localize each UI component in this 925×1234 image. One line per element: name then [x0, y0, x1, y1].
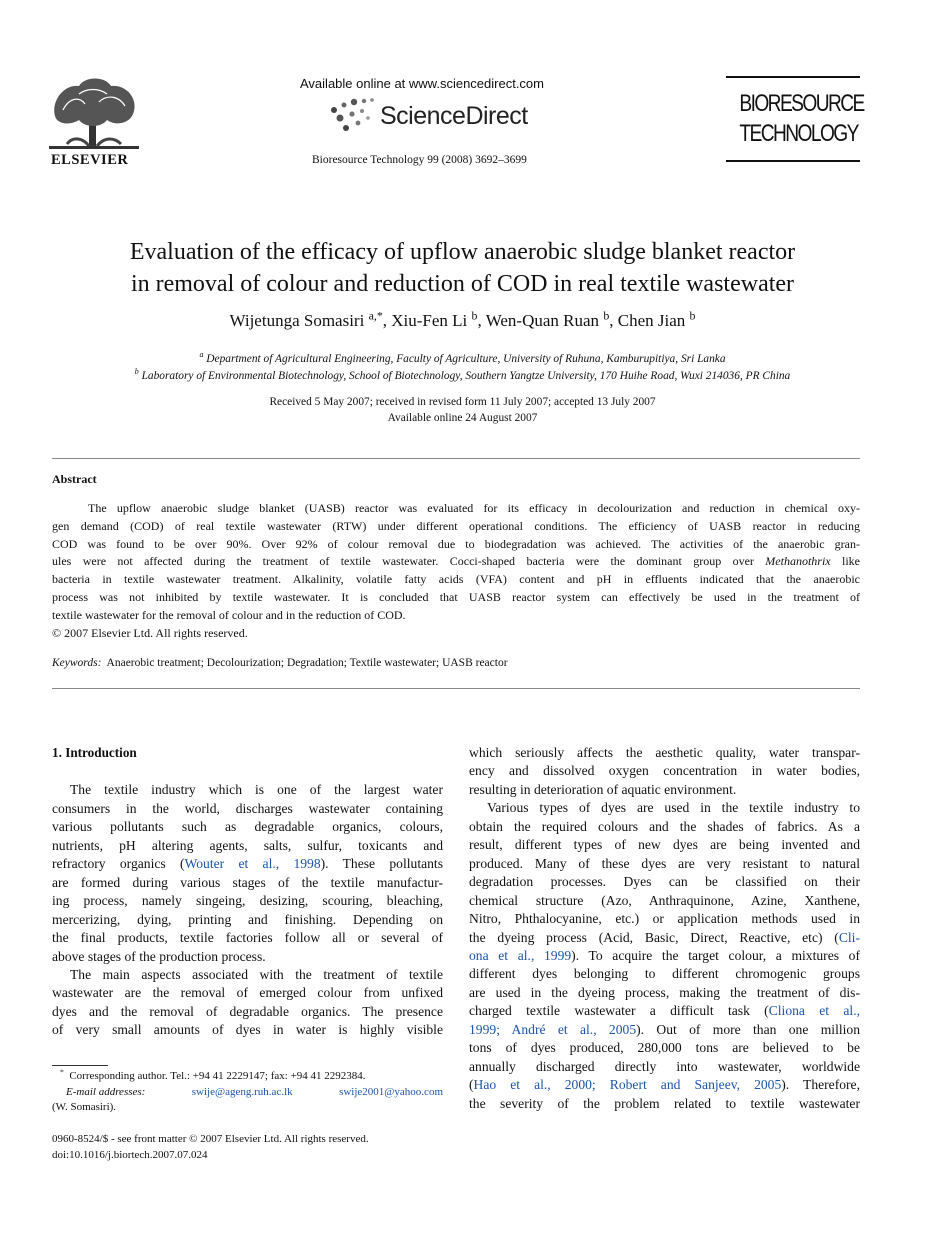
elsevier-logo: [49, 74, 139, 170]
body-line: [469, 1002, 860, 1020]
author-name: Wen-Quan Ruan: [485, 311, 600, 330]
sciencedirect-dots-icon: [326, 96, 378, 136]
abstract-line: COD was found to be over 90%. Over 92% of colour removal due to biodegradation was achieved. The activities of the anaerobic gran-: [52, 536, 860, 551]
body-line: Nitro, Phthalocyanine, etc.) or application methods used in: [469, 911, 860, 927]
abstract-text: like: [830, 554, 860, 569]
author-separator: ,: [477, 311, 486, 330]
body-column-right: [469, 744, 860, 1113]
citation-link[interactable]: Hao et al., 2000; Robert and Sanjeev, 2005: [473, 1077, 782, 1093]
sciencedirect-logo: [326, 96, 541, 140]
article-history: [40, 394, 885, 426]
doi[interactable]: doi:10.1016/j.biortech.2007.07.024: [52, 1149, 208, 1161]
body-line: The textile industry which is one of the largest water: [70, 782, 443, 798]
body-line: annually discharged directly into wastewater, worldwide: [469, 1058, 860, 1074]
body-line: tons of dyes produced, 280,000 tons are believed to be: [469, 1040, 860, 1056]
email-label: E-mail addresses:: [66, 1085, 146, 1098]
citation-link[interactable]: 1999; André et al., 2005: [469, 1021, 637, 1037]
body-line: consumers in the world, discharges wastewater containing: [52, 800, 443, 816]
body-line: [469, 929, 860, 947]
body-line: produced. Many of these dyes are very resistant to natural: [469, 855, 860, 871]
citation-link[interactable]: Cli-: [838, 929, 860, 945]
footnote-corresponding: [52, 1069, 443, 1085]
body-line: degradation processes. Dyes can be classified on their: [469, 874, 860, 890]
journal-logo-line1: BIORESOURCE: [739, 90, 864, 117]
journal-reference: Bioresource Technology 99 (2008) 3692–3699: [312, 154, 527, 166]
body-line: chemical structure (Azo, Anthraquinone, Azine, Xanthene,: [469, 892, 860, 908]
affiliation-text: Laboratory of Environmental Biotechnology, School of Biotechnology, Southern Yangtze University, 170 Huihe Road, Wuxi 214036, PR China: [141, 370, 791, 382]
front-matter: [52, 1131, 443, 1163]
abstract-line: gen demand (COD) of real textile wastewater (RTW) under different operational conditions. The efficiency of UASB reactor in reducing: [52, 518, 860, 533]
abstract-line: process was not inhibited by textile wastewater. It is concluded that UASB reactor system can effectively be used in the treatment of: [52, 589, 860, 604]
body-line: above stages of the production process.: [52, 948, 266, 964]
paper-title: [40, 236, 885, 300]
body-line: are used in the dyeing process, making the treatment of dis-: [469, 984, 860, 1000]
body-line: the severity of the problem related to textile wastewater: [469, 1095, 860, 1111]
body-line: Various types of dyes are used in the textile industry to: [487, 800, 860, 816]
footnote-mark: *: [60, 1067, 64, 1077]
citation-link[interactable]: Cliona et al.,: [768, 1003, 860, 1019]
keywords-list: Anaerobic treatment; Decolourization; Degradation; Textile wastewater; UASB reactor: [106, 657, 508, 669]
body-text: ). Out of more than one million: [636, 1021, 860, 1037]
body-line: ing process, namely singeing, desizing, scouring, bleaching,: [52, 893, 443, 909]
body-line: different dyes belonging to different chromogenic groups: [469, 966, 860, 982]
author-separator: ,: [609, 311, 618, 330]
section-heading: 1. Introduction: [52, 745, 137, 760]
author-list: [40, 308, 885, 331]
affiliation: [40, 368, 885, 385]
elsevier-tree-icon: [49, 74, 139, 152]
affiliation-text: Department of Agricultural Engineering, Faculty of Agriculture, University of Ruhuna, Kamburupitiya, Sri Lanka: [206, 353, 726, 365]
journal-logo: [726, 76, 864, 162]
body-text: charged textile wastewater a difficult task (: [469, 1003, 769, 1019]
email-link[interactable]: swije2001@yahoo.com: [339, 1085, 443, 1098]
abstract-text: ules were not affected during the treatment of textile wastewater. Cocci-shaped bacteria were the dominant group over: [52, 554, 766, 569]
affiliation: [40, 351, 885, 368]
affiliation-mark: b: [134, 367, 139, 377]
body-text: ). Therefore,: [781, 1077, 860, 1093]
author-affiliation-mark: b: [689, 308, 696, 323]
body-line: which seriously affects the aesthetic quality, water transpar-: [469, 745, 860, 760]
journal-logo-rule: [726, 76, 860, 78]
divider: [52, 458, 860, 459]
author-name: Xiu-Fen Li: [391, 311, 468, 330]
sciencedirect-wordmark: ScienceDirect: [380, 102, 528, 130]
author-affiliation-mark: a,*: [368, 308, 383, 323]
footnote: [52, 1069, 443, 1116]
body-line: the final products, textile factories follow all or several of: [52, 930, 443, 946]
footnote-emails: [52, 1085, 443, 1101]
email-link[interactable]: swije@ageng.ruh.ac.lk: [191, 1085, 293, 1098]
available-online-date: Available online 24 August 2007: [387, 412, 538, 424]
body-line: [469, 947, 860, 965]
body-line: [52, 855, 443, 873]
footnote-rule: [52, 1065, 108, 1066]
footnote-author-name: (W. Somasiri).: [52, 1101, 117, 1113]
author-name: Wijetunga Somasiri: [229, 311, 365, 330]
issn-line: 0960-8524/$ - see front matter © 2007 Elsevier Ltd. All rights reserved.: [52, 1133, 369, 1145]
journal-logo-line2: TECHNOLOGY: [739, 120, 858, 147]
affiliation-mark: a: [199, 350, 204, 360]
abstract-line: The upflow anaerobic sludge blanket (UASB) reactor was evaluated for its efficacy in decolourization and reduction in chemical oxy-: [88, 501, 860, 515]
body-line: wastewater are the removal of emerged colour from unfixed: [52, 985, 443, 1001]
copyright: © 2007 Elsevier Ltd. All rights reserved.: [52, 625, 248, 640]
body-line: resulting in deterioration of aquatic environment.: [469, 781, 737, 797]
abstract-heading: Abstract: [52, 472, 97, 486]
body-column-left: [52, 744, 443, 1040]
body-line: are formed during various stages of the textile manufactur-: [52, 874, 443, 890]
abstract-body: [52, 500, 860, 642]
author-affiliation-mark: b: [471, 308, 478, 323]
body-line: ency and dissolved oxygen concentration in water bodies,: [469, 763, 860, 779]
body-line: result, different types of new dyes are being invented and: [469, 837, 860, 853]
body-line: [469, 1021, 860, 1039]
body-text: (: [469, 1077, 474, 1093]
body-text: the dyeing process (Acid, Basic, Direct, Reactive, etc) (: [469, 929, 839, 945]
abstract-genus: Methanothrix: [765, 554, 831, 569]
body-line: various pollutants such as degradable organics, colours,: [52, 819, 443, 835]
keywords-label: Keywords:: [52, 657, 102, 669]
abstract-line: textile wastewater for the removal of colour and in the reduction of COD.: [52, 607, 406, 622]
footnote-text: Corresponding author. Tel.: +94 41 2229147; fax: +94 41 2292384.: [69, 1070, 366, 1082]
body-line: The main aspects associated with the treatment of textile: [70, 966, 443, 982]
abstract-line: bacteria in textile wastewater treatment. Alkalinity, volatile fatty acids (VFA) content and pH in effluents indicated that the anaerobic: [52, 572, 860, 587]
abstract-line: [52, 553, 860, 571]
body-line: nutrients, pH altering agents, salts, sulfur, toxicants and: [52, 837, 443, 853]
available-online-text: Available online at www.sciencedirect.com: [300, 76, 544, 91]
title-line: Evaluation of the efficacy of upflow anaerobic sludge blanket reactor: [129, 239, 796, 265]
body-line: of very small amounts of dyes in water is highly visible: [52, 1022, 443, 1038]
title-line: in removal of colour and reduction of COD in real textile wastewater: [130, 271, 795, 297]
author-separator: ,: [382, 311, 392, 330]
body-line: [469, 1076, 860, 1094]
body-line: obtain the required colours and the shades of fabrics. As a: [469, 818, 860, 834]
body-text: ). These pollutants: [320, 856, 443, 872]
author-name: Chen Jian: [617, 311, 686, 330]
received-dates: Received 5 May 2007; received in revised form 11 July 2007; accepted 13 July 2007: [269, 396, 656, 408]
author-affiliation-mark: b: [603, 308, 610, 323]
journal-logo-rule: [726, 160, 860, 162]
body-text: refractory organics (: [52, 856, 185, 872]
body-line: mercerizing, dying, printing and finishing. Depending on: [52, 911, 443, 927]
body-text: ). To acquire the target colour, a mixtures of: [571, 947, 860, 963]
citation-link[interactable]: Wouter et al., 1998: [184, 856, 321, 872]
divider: [52, 688, 860, 689]
body-line: dyes and the removal of degradable organics. The presence: [52, 1003, 443, 1019]
publisher-name: ELSEVIER: [51, 152, 129, 168]
affiliations: [40, 351, 885, 385]
citation-link[interactable]: ona et al., 1999: [469, 947, 572, 963]
keywords: [52, 657, 860, 669]
